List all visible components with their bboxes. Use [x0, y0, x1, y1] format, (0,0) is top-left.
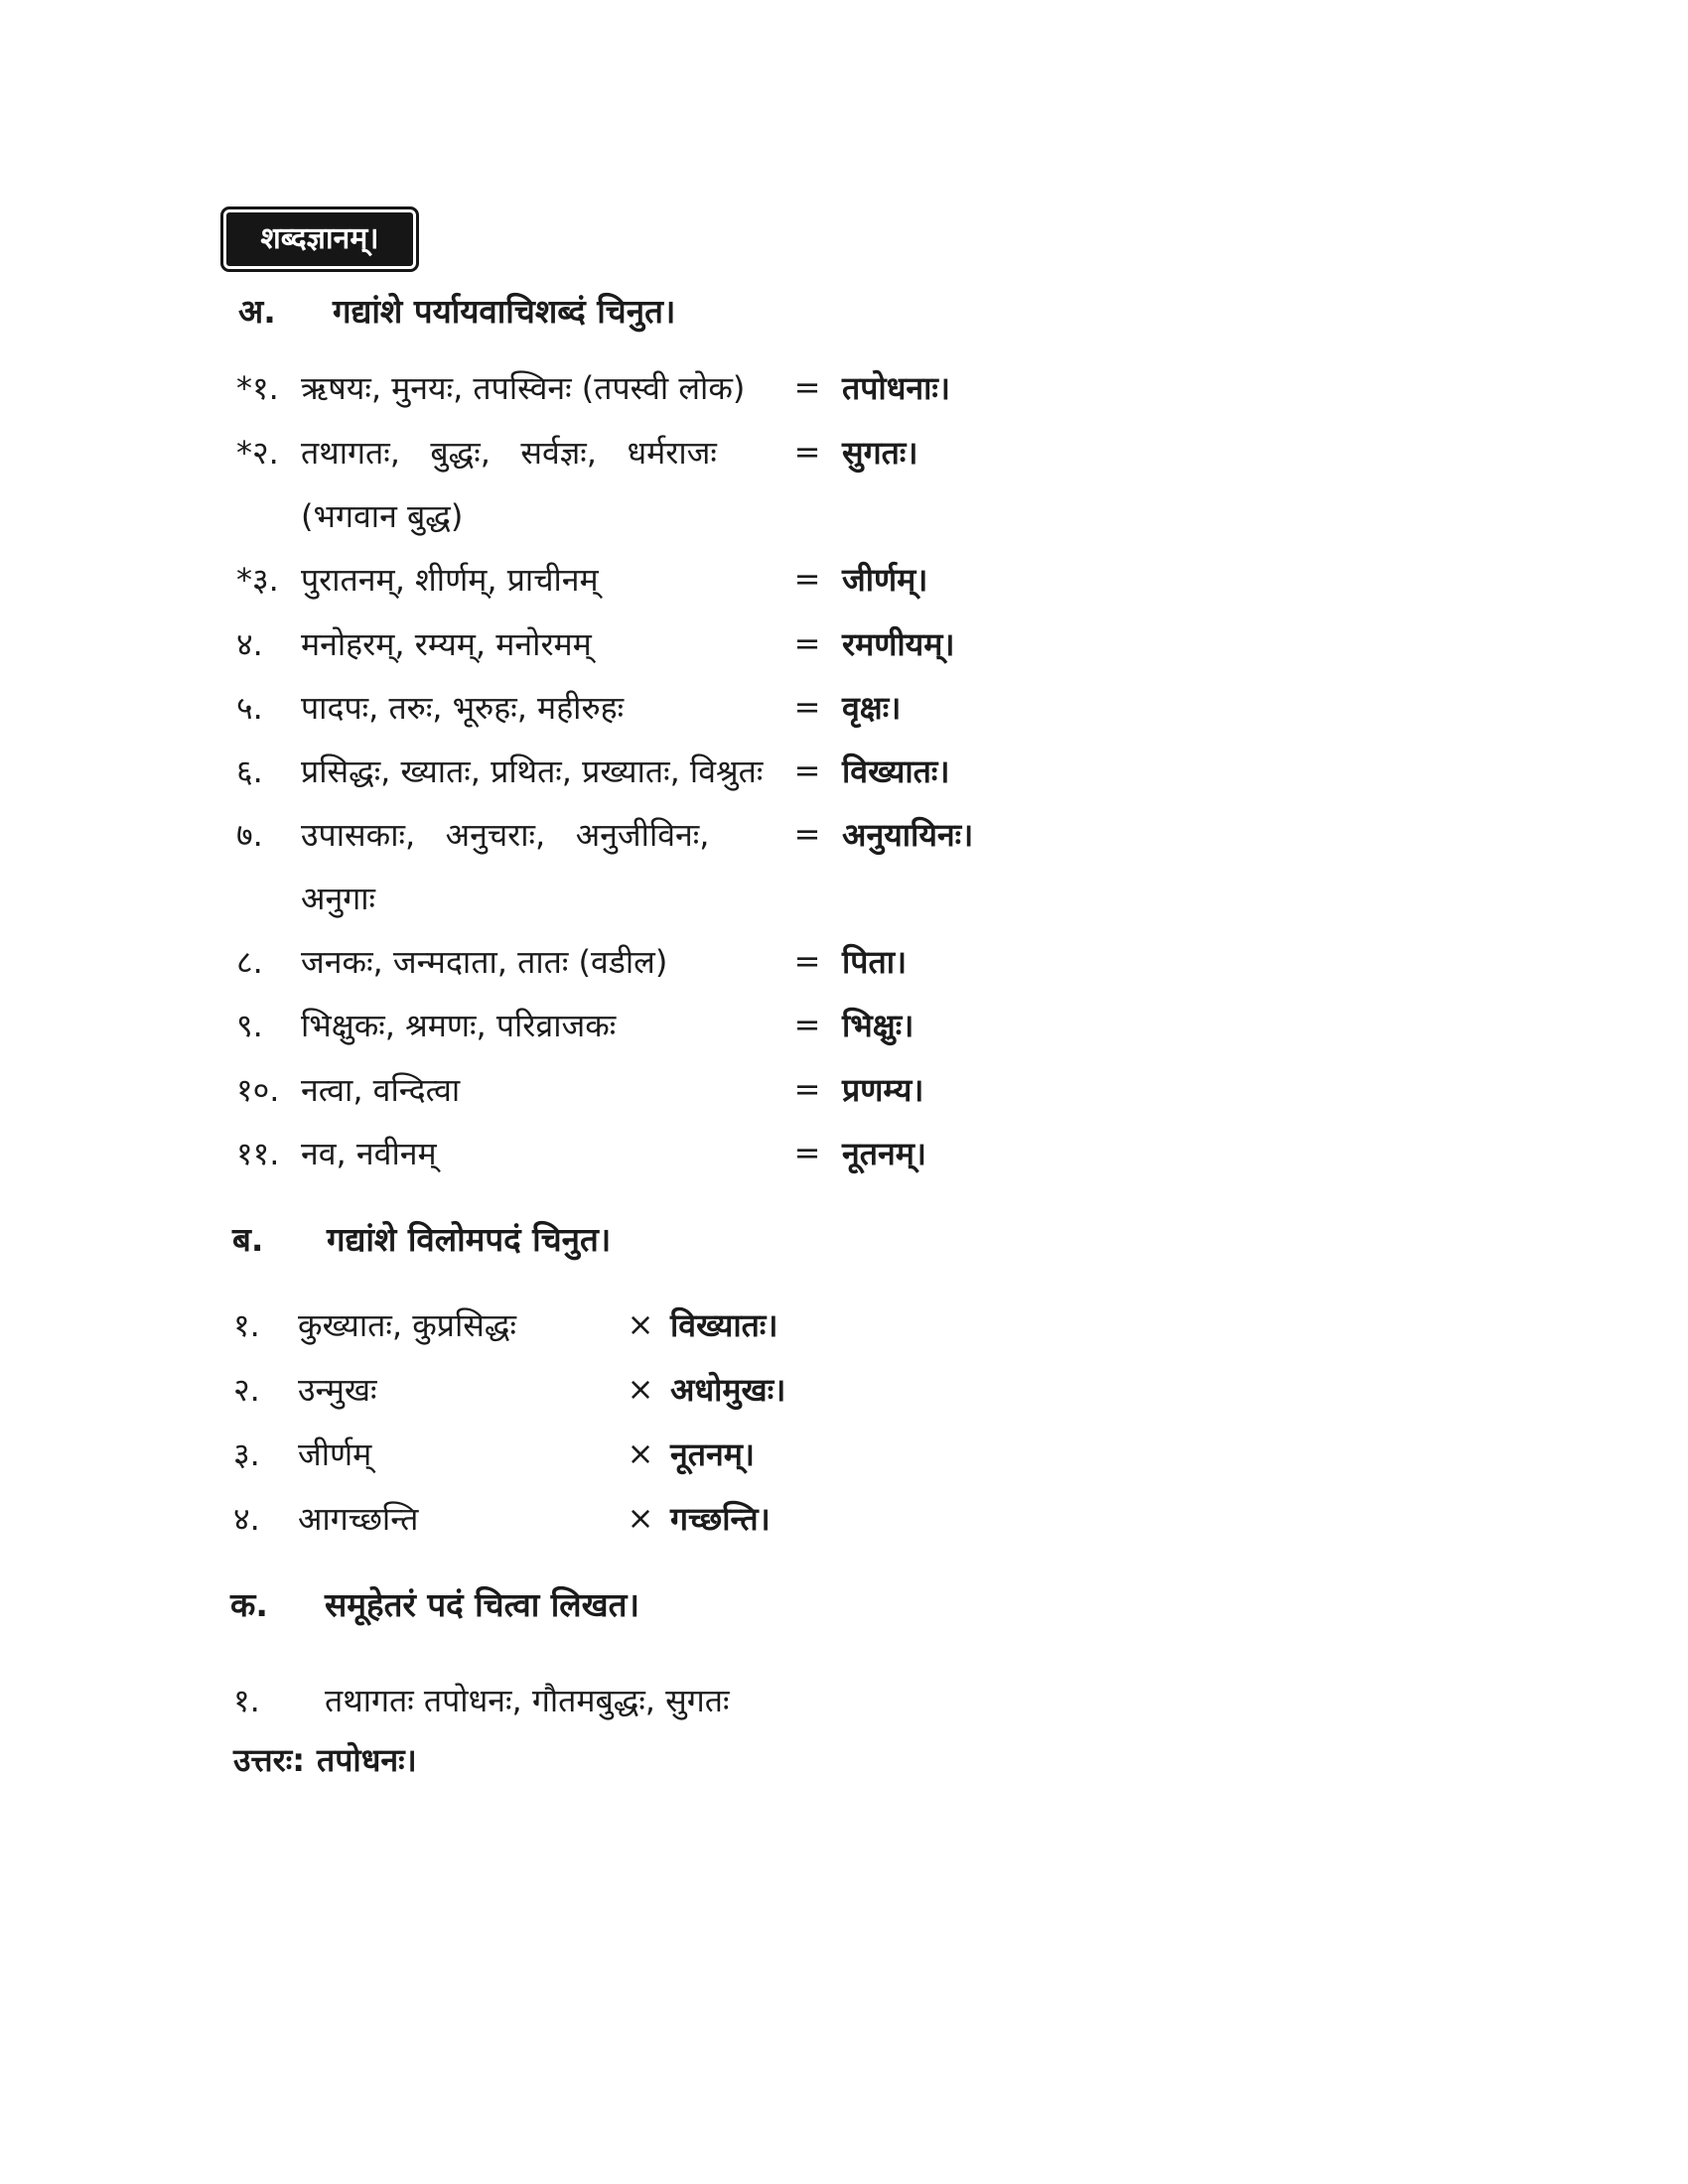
item-answer: रमणीयम्।	[842, 624, 955, 663]
equals-sign: =	[793, 751, 821, 789]
synonym-row-2-continuation: (भगवान बुद्ध)	[301, 496, 464, 535]
item-number: १.	[233, 1681, 260, 1719]
equals-sign: =	[793, 1006, 821, 1043]
item-answer: अनुयायिनः।	[842, 815, 974, 854]
item-number: ८.	[236, 942, 263, 981]
item-number: ११.	[236, 1134, 280, 1172]
item-answer: पिता।	[842, 942, 908, 981]
section-c-title: समूहेतरं पदं चित्वा लिखत।	[325, 1584, 639, 1624]
item-number: ९.	[236, 1006, 263, 1044]
item-number: ३.	[233, 1434, 260, 1473]
item-words: उपासकाः, अनुचराः, अनुजीविनः,	[301, 815, 710, 854]
item-words: नव, नवीनम्	[301, 1134, 437, 1172]
item-words: प्रसिद्धः, ख्यातः, प्रथितः, प्रख्यातः, विश्रुतः	[301, 751, 764, 790]
section-a-heading	[238, 285, 675, 335]
item-words: नत्वा, वन्दित्वा	[301, 1070, 461, 1109]
item-words: पुरातनम्, शीर्णम्, प्राचीनम्	[301, 560, 599, 599]
item-number: *१.	[236, 368, 279, 407]
section-b-heading	[232, 1213, 611, 1263]
cross-sign: ×	[627, 1499, 654, 1537]
equals-sign: =	[793, 1134, 821, 1171]
cross-sign: ×	[627, 1305, 654, 1343]
section-a-title: गद्यांशे पर्यायवाचिशब्दं चिनुत।	[333, 291, 676, 331]
equals-sign: =	[793, 688, 821, 726]
item-words: भिक्षुकः, श्रमणः, परिव्राजकः	[301, 1006, 617, 1044]
item-number: *२.	[236, 433, 279, 472]
item-answer: विख्यातः।	[670, 1305, 778, 1344]
equals-sign: =	[793, 815, 821, 853]
item-number: *३.	[236, 560, 279, 599]
item-answer: सुगतः।	[842, 433, 918, 472]
synonym-row-7-continuation: अनुगाः	[301, 879, 375, 917]
heading-badge: शब्दज्ञानम्।	[220, 206, 419, 272]
item-number: ६.	[236, 751, 263, 790]
section-b-letter: ब.	[232, 1219, 264, 1259]
item-answer: जीर्णम्।	[842, 560, 928, 599]
item-words: उन्मुखः	[298, 1370, 377, 1409]
section-c-letter: क.	[230, 1584, 268, 1624]
item-answer: भिक्षुः।	[842, 1006, 914, 1044]
item-answer: तपोधनाः।	[842, 368, 951, 407]
item-answer: विख्यातः।	[842, 751, 950, 790]
equals-sign: =	[793, 560, 821, 598]
item-number: १.	[233, 1305, 260, 1344]
item-words: आगच्छन्ति	[298, 1499, 419, 1538]
equals-sign: =	[793, 624, 821, 662]
item-number: ७.	[236, 815, 263, 854]
item-answer: नूतनम्।	[670, 1434, 756, 1473]
cross-sign: ×	[627, 1370, 654, 1408]
item-words: मनोहरम्, रम्यम्, मनोरमम्	[301, 624, 592, 663]
equals-sign: =	[793, 942, 821, 980]
section-a-letter: अ.	[238, 291, 276, 331]
item-number: १०.	[236, 1070, 280, 1109]
item-words: कुख्यातः, कुप्रसिद्धः	[298, 1305, 516, 1344]
section-c-heading	[230, 1578, 639, 1628]
odd-one-out-question	[233, 1676, 730, 1723]
equals-sign: =	[793, 1070, 821, 1108]
item-number: ४.	[236, 624, 263, 663]
cross-sign: ×	[627, 1434, 654, 1472]
item-words: ऋषयः, मुनयः, तपस्विनः (तपस्वी लोक)	[301, 368, 746, 407]
item-number: ४.	[233, 1499, 260, 1538]
item-answer: अधोमुखः।	[670, 1370, 786, 1409]
answer-value: तपोधनः।	[317, 1740, 417, 1779]
answer-label: उत्तरः:	[233, 1740, 305, 1779]
item-words: जीर्णम्	[298, 1434, 372, 1473]
item-answer: प्रणम्य।	[842, 1070, 924, 1109]
item-answer: वृक्षः।	[842, 688, 902, 727]
item-words: तथागतः, बुद्धः, सर्वज्ञः, धर्मराजः	[301, 433, 717, 472]
item-words: पादपः, तरुः, भूरुहः, महीरुहः	[301, 688, 625, 727]
item-answer: गच्छन्ति।	[670, 1499, 771, 1538]
item-number: २.	[233, 1370, 260, 1409]
equals-sign: =	[793, 433, 821, 471]
question-text: तथागतः तपोधनः, गौतमबुद्धः, सुगतः	[325, 1681, 730, 1719]
item-answer: नूतनम्।	[842, 1134, 927, 1172]
equals-sign: =	[793, 368, 821, 406]
section-b-title: गद्यांशे विलोमपदं चिनुत।	[327, 1219, 612, 1259]
item-words: जनकः, जन्मदाता, तातः (वडील)	[301, 942, 668, 981]
item-number: ५.	[236, 688, 263, 727]
odd-one-out-answer	[233, 1735, 417, 1783]
